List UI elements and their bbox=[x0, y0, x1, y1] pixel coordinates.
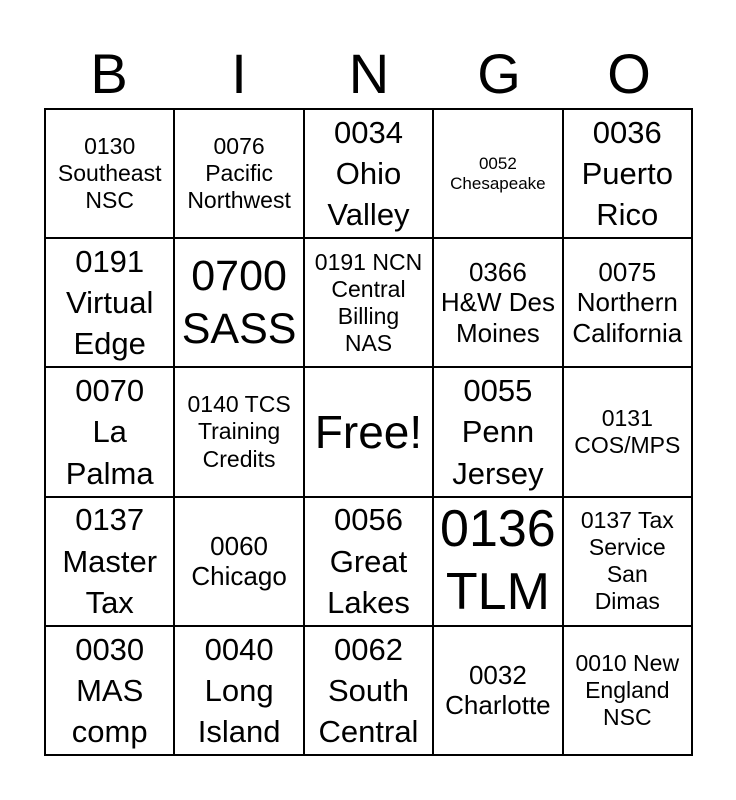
bingo-cell[interactable] bbox=[304, 109, 433, 238]
bingo-cell-text: 0036 Puerto Rico bbox=[581, 114, 673, 233]
bingo-board bbox=[44, 108, 693, 756]
bingo-cell[interactable] bbox=[174, 367, 303, 496]
bingo-cell-text: 0366 H&W Des Moines bbox=[440, 256, 555, 349]
bingo-cell[interactable] bbox=[45, 497, 174, 626]
bingo-cell-text: 0030 MAS comp bbox=[71, 631, 148, 749]
bingo-cell[interactable] bbox=[174, 109, 303, 238]
bingo-cell[interactable] bbox=[563, 626, 692, 755]
bingo-cell[interactable] bbox=[304, 626, 433, 755]
bingo-cell-text: 0010 New England NSC bbox=[575, 649, 680, 730]
bingo-cell-text: 0075 Northern California bbox=[572, 256, 683, 349]
bingo-cell[interactable] bbox=[433, 238, 562, 367]
bingo-cell[interactable] bbox=[433, 109, 562, 238]
bingo-cell-text: 0131 COS/MPS bbox=[574, 404, 681, 458]
bingo-cell-text: 0137 Master Tax bbox=[62, 502, 158, 620]
bingo-cell-text: 0700 SASS bbox=[181, 252, 297, 353]
bingo-cell-text: 0130 Southeast NSC bbox=[57, 132, 162, 214]
bingo-cell-text: 0191 Virtual Edge bbox=[66, 243, 154, 362]
header-letter-o: O bbox=[607, 42, 651, 105]
bingo-cell[interactable] bbox=[433, 626, 562, 755]
header-letter-n: N bbox=[348, 42, 390, 105]
bingo-cell-text: 0052 Chesapeake bbox=[450, 153, 546, 193]
bingo-cell[interactable] bbox=[304, 497, 433, 626]
bingo-cell[interactable] bbox=[433, 367, 562, 496]
bingo-cell[interactable] bbox=[174, 626, 303, 755]
bingo-cell-text: 0055 Penn Jersey bbox=[452, 373, 544, 491]
bingo-cell-text: 0137 Tax Service San Dimas bbox=[580, 506, 674, 615]
header-letter-i: I bbox=[231, 42, 247, 105]
bingo-cell[interactable] bbox=[563, 238, 692, 367]
bingo-cell[interactable] bbox=[563, 497, 692, 626]
bingo-cell[interactable] bbox=[563, 109, 692, 238]
bingo-cell[interactable] bbox=[45, 238, 174, 367]
bingo-cell-text: 0062 South Central bbox=[318, 631, 419, 749]
bingo-cell-text: 0136 TLM bbox=[440, 499, 556, 622]
bingo-cell[interactable] bbox=[45, 109, 174, 238]
bingo-cell-text: 0032 Charlotte bbox=[445, 659, 551, 721]
bingo-cell-text: 0140 TCS Training Credits bbox=[187, 391, 291, 472]
bingo-cell-text: 0070 La Palma bbox=[65, 373, 154, 491]
bingo-cell[interactable] bbox=[174, 497, 303, 626]
free-space-cell[interactable] bbox=[304, 367, 433, 496]
bingo-cell[interactable] bbox=[304, 238, 433, 367]
header-letter-b: B bbox=[90, 42, 128, 105]
bingo-cell[interactable] bbox=[563, 367, 692, 496]
bingo-cell-text: 0034 Ohio Valley bbox=[327, 114, 410, 233]
bingo-cell[interactable] bbox=[45, 367, 174, 496]
bingo-cell[interactable] bbox=[433, 497, 562, 626]
bingo-cell-text: 0040 Long Island bbox=[197, 631, 281, 749]
bingo-cell-text: 0060 Chicago bbox=[191, 530, 287, 592]
bingo-cell[interactable] bbox=[174, 238, 303, 367]
bingo-cell-text: 0191 NCN Central Billing NAS bbox=[314, 248, 423, 356]
bingo-cell-text: 0056 Great Lakes bbox=[327, 502, 410, 620]
bingo-header bbox=[44, 40, 694, 108]
bingo-cell-text: 0076 Pacific Northwest bbox=[187, 132, 291, 214]
header-letter-g: G bbox=[477, 42, 521, 105]
bingo-cell[interactable] bbox=[45, 626, 174, 755]
bingo-cell-text: Free! bbox=[314, 405, 423, 458]
